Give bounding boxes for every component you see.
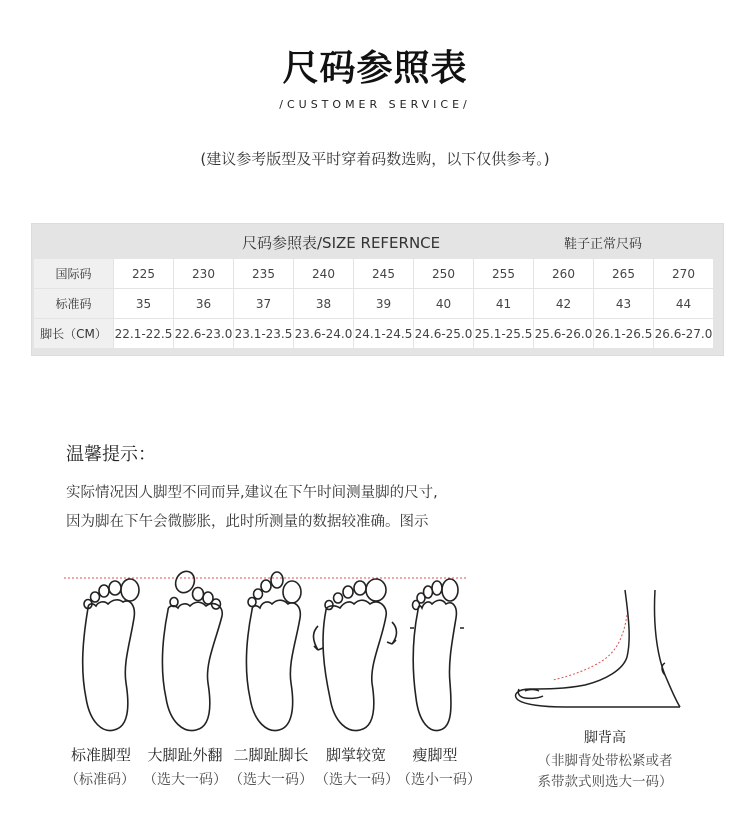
table-cell: 38	[294, 289, 353, 318]
tips-text: 实际情况因人脚型不同而异,建议在下午时间测量脚的尺寸,	[66, 485, 438, 501]
tips-title: 温馨提示：	[66, 444, 156, 465]
high-instep-foot-icon	[505, 585, 705, 720]
foot-types-illustration	[60, 568, 470, 740]
table-cell: 39	[354, 289, 413, 318]
table-cell: 44	[654, 289, 713, 318]
bunion-foot-icon	[162, 568, 222, 730]
table-cell: 35	[114, 289, 173, 318]
foot-type-advice: （选大一码）	[143, 772, 227, 788]
foot-type-label: 标准脚型	[70, 746, 131, 764]
standard-foot-icon	[83, 579, 139, 731]
foot-type-label: 瘦脚型	[412, 746, 458, 764]
table-cell: 230	[174, 259, 233, 288]
table-cell: 260	[534, 259, 593, 288]
table-cell: 43	[594, 289, 653, 318]
table-cell: 24.1-24.5	[354, 319, 413, 348]
instep-note: （非脚背处带松紧或者	[537, 753, 673, 769]
foot-type-advice: （选大一码）	[229, 772, 313, 788]
foot-type-advice: （选大一码）	[315, 772, 399, 788]
table-cell: 245	[354, 259, 413, 288]
table-cell: 22.6-23.0	[174, 319, 233, 348]
foot-type-label: 大脚趾外翻	[147, 746, 223, 764]
instep-note: 系带款式则选大一码）	[537, 774, 673, 790]
foot-type-label: 二脚趾脚长	[233, 746, 309, 764]
page-title: 尺码参照表	[282, 48, 468, 89]
table-cell: 24.6-25.0	[414, 319, 473, 348]
table-cell: 23.1-23.5	[234, 319, 293, 348]
table-cell: 23.6-24.0	[294, 319, 353, 348]
table-cell: 22.1-22.5	[114, 319, 173, 348]
size-table-caption-right: 鞋子正常尺码	[564, 237, 643, 252]
tips-text: 因为脚在下午会微膨胀，此时所测量的数据较准确。图示	[66, 514, 429, 530]
table-cell: 235	[234, 259, 293, 288]
table-row	[34, 319, 713, 348]
table-cell: 225	[114, 259, 173, 288]
table-row	[34, 289, 713, 318]
foot-type-advice: （选小一码）	[397, 772, 481, 788]
slim-foot-icon	[410, 579, 464, 731]
long-second-toe-foot-icon	[246, 572, 301, 731]
row-header: 脚长（CM）	[34, 319, 113, 348]
table-cell: 37	[234, 289, 293, 318]
table-cell: 255	[474, 259, 533, 288]
table-cell: 265	[594, 259, 653, 288]
table-cell: 40	[414, 289, 473, 318]
table-cell: 240	[294, 259, 353, 288]
size-grid	[33, 258, 714, 349]
table-cell: 36	[174, 289, 233, 318]
table-cell: 25.1-25.5	[474, 319, 533, 348]
table-cell: 42	[534, 289, 593, 318]
table-cell: 270	[654, 259, 713, 288]
row-header: 标准码	[34, 289, 113, 318]
table-cell: 41	[474, 289, 533, 318]
row-header: 国际码	[34, 259, 113, 288]
instep-label: 脚背高	[584, 730, 626, 746]
size-table	[31, 223, 724, 356]
page-subtitle: /CUSTOMER SERVICE/	[279, 98, 471, 111]
table-cell: 250	[414, 259, 473, 288]
instep-guide-line	[553, 615, 627, 680]
foot-type-label: 脚掌较宽	[325, 746, 386, 764]
size-note: (建议参考版型及平时穿着码数选购，以下仅供参考。)	[200, 150, 550, 168]
size-table-caption: 尺码参照表/SIZE REFERNCE	[242, 234, 441, 252]
table-cell: 26.6-27.0	[654, 319, 713, 348]
table-cell: 25.6-26.0	[534, 319, 593, 348]
table-cell: 26.1-26.5	[594, 319, 653, 348]
table-row	[34, 259, 713, 288]
foot-type-advice: （标准码）	[65, 772, 135, 788]
wide-foot-icon	[314, 579, 397, 731]
